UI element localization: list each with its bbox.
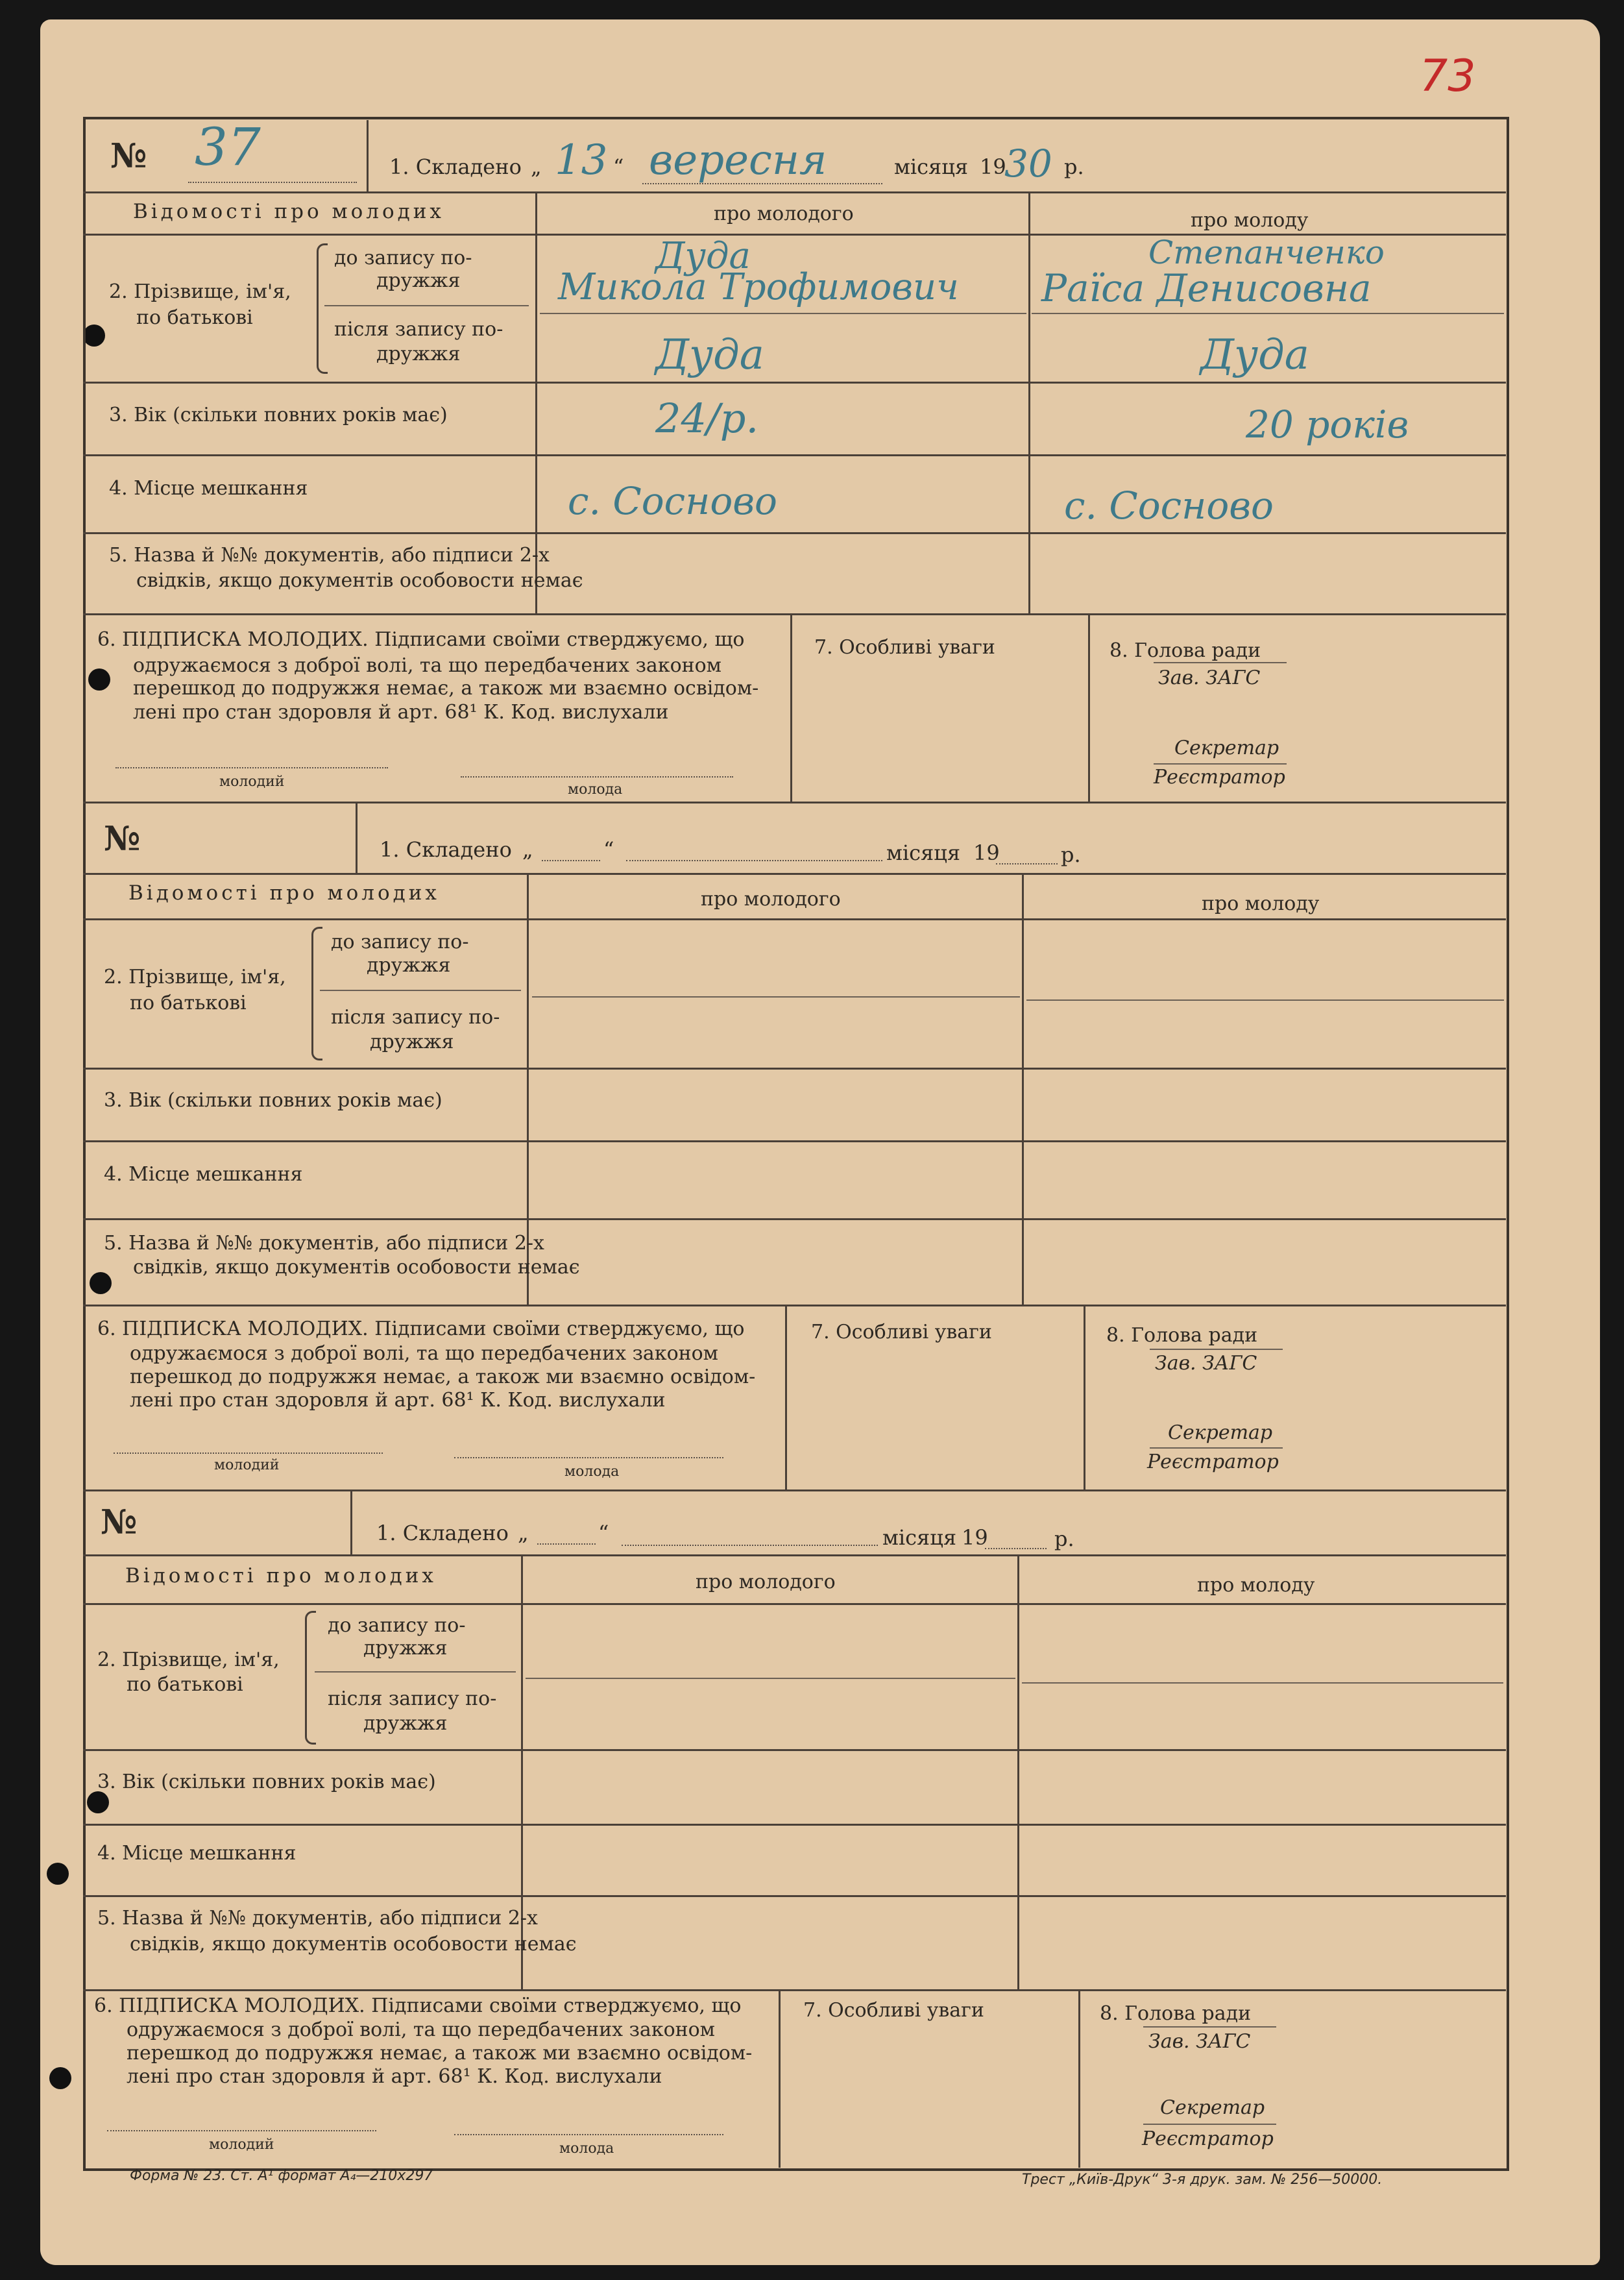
composed-label: 1. Складено	[380, 837, 512, 862]
month-label: місяця	[882, 1525, 956, 1550]
info-header: Відомості про молодих	[133, 200, 444, 223]
bride-name-before: Раїса Денисовна	[1041, 266, 1372, 310]
age-label: 3. Вік (скільки повних років має)	[104, 1089, 442, 1112]
bride-surname-before: Степанченко	[1148, 234, 1385, 271]
bride-residence: с. Сосново	[1064, 484, 1274, 528]
binding-hole	[47, 1863, 69, 1885]
groom-surname-before: Дуда	[655, 235, 751, 277]
form-footer: Форма № 23. Ст. А¹ формат А₄—210х297	[130, 2168, 433, 2184]
composed-day: 13	[555, 136, 608, 184]
bride-header: про молоду	[1197, 1574, 1315, 1597]
info-header: Відомості про молодих	[128, 881, 440, 905]
bride-age: 20 років	[1246, 402, 1409, 447]
groom-age: 24/р.	[655, 395, 759, 442]
age-label: 3. Вік (скільки повних років має)	[97, 1771, 436, 1793]
bride-header: про молоду	[1191, 209, 1309, 232]
number-sign: №	[104, 819, 141, 859]
residence-label: 4. Місце мешкання	[104, 1163, 303, 1186]
groom-name-before: Микола Трофимович	[558, 266, 959, 308]
groom-residence: с. Сосново	[568, 479, 777, 523]
composed-year: 30	[1004, 141, 1052, 186]
residence-label: 4. Місце мешкання	[109, 477, 308, 500]
groom-surname-after: Дуда	[655, 331, 764, 379]
residence-label: 4. Місце мешкання	[97, 1842, 297, 1865]
bride-surname-after: Дуда	[1200, 331, 1309, 379]
page-number: 73	[1420, 51, 1476, 102]
number-sign: №	[101, 1502, 138, 1542]
composed-month: вересня	[649, 136, 827, 184]
record-number: 37	[195, 117, 261, 177]
bride-header: про молоду	[1202, 892, 1320, 915]
composed-label: 1. Складено	[389, 154, 522, 179]
composed-label: 1. Складено	[376, 1521, 509, 1545]
groom-header: про молодого	[701, 888, 841, 911]
printer-footer: Трест „Київ-Друк“ 3-я друк. зам. № 256—50000.	[1022, 2172, 1383, 2188]
info-header: Відомості про молодих	[125, 1564, 437, 1587]
groom-header: про молодого	[696, 1571, 836, 1593]
groom-header: про молодого	[714, 202, 854, 225]
month-label: місяця	[894, 154, 968, 179]
binding-hole	[49, 2067, 71, 2089]
age-label: 3. Вік (скільки повних років має)	[109, 404, 448, 426]
month-label: місяця	[886, 840, 960, 865]
number-sign: №	[110, 136, 147, 176]
